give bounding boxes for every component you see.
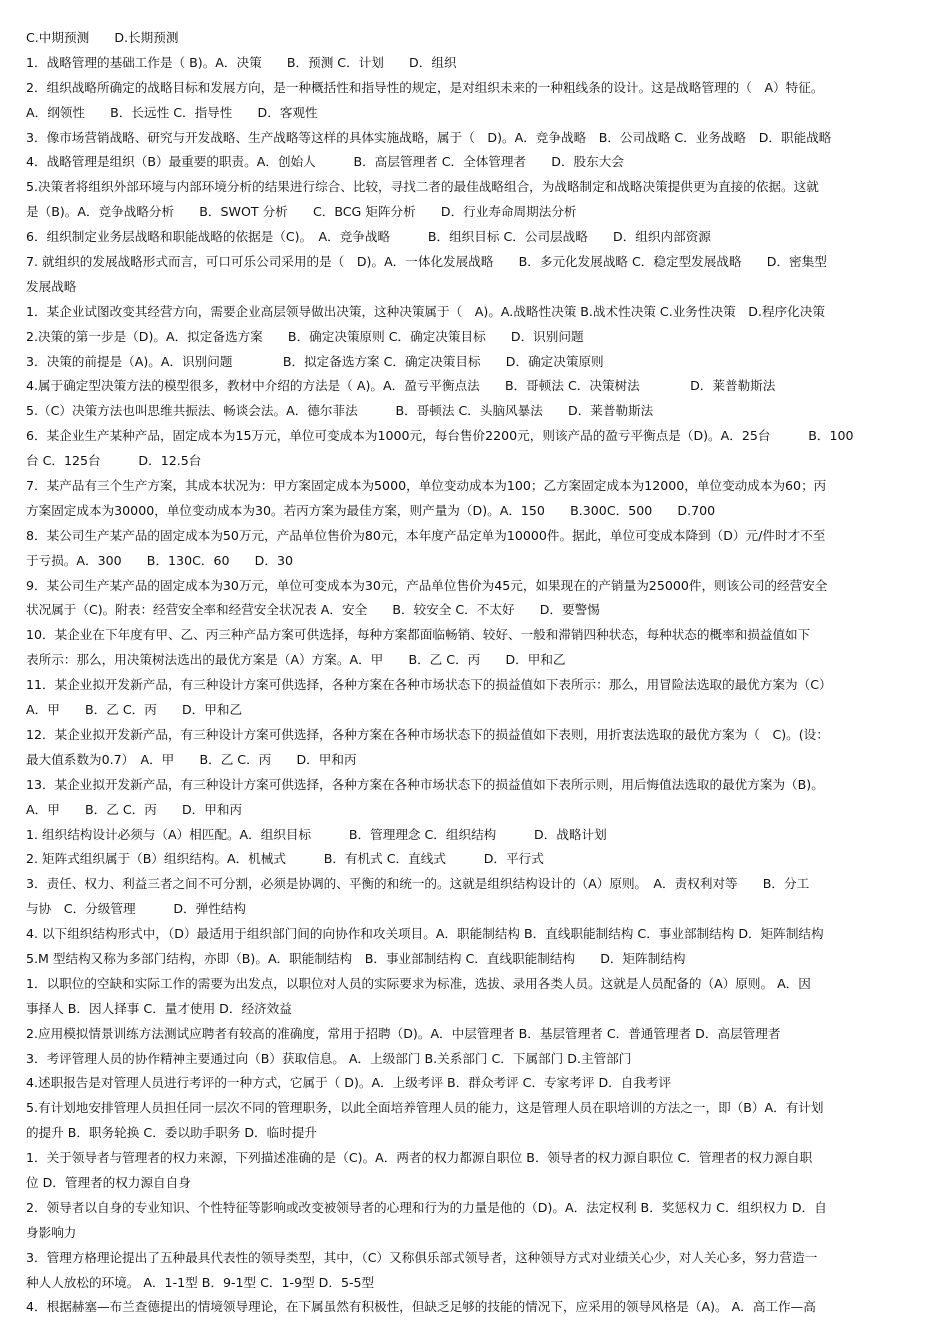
text-line: 1．战略管理的基础工作是（ B)。A．决策 B．预测 C．计划 D．组织 xyxy=(26,54,457,70)
text-line: 12．某企业拟开发新产品，有三种设计方案可供选择，各种方案在各种市场状态下的损益值如下表则，用折衷法选取的最优方案为（ C)。(设： xyxy=(26,726,829,742)
text-line: 发展战略 xyxy=(26,278,77,294)
text-line: 6．某企业生产某种产品，固定成本为15万元，单位可变成本为1000元，每台售价2200元，则该产品的盈亏平衡点是（D)。A．25台 B．100 xyxy=(26,428,854,444)
text-line: 于亏损。A．300 B．130C．60 D．30 xyxy=(26,552,293,568)
text-line: 1．某企业试图改变其经营方向，需要企业高层领导做出决策，这种决策属于（ A)。A.战略性决策 B.战术性决策 C.业务性决策 D.程序化决策 xyxy=(26,303,825,319)
text-line: 3．考评管理人员的协作精神主要通过向（B）获取信息。 A．上级部门 B.关系部门 C．下属部门 D.主管部门 xyxy=(26,1050,632,1066)
text-line: 8．某公司生产某产品的固定成本为50万元，产品单位售价为80元，本年度产品定单为10000件。据此，单位可变成本降到（D）元/件时才不至 xyxy=(26,527,826,543)
text-line: 方案固定成本为30000，单位变动成本为30。若丙方案为最佳方案，则产量为（D)。A．150 B.300C．500 D.700 xyxy=(26,502,716,518)
text-line: 位 D．管理者的权力源自自身 xyxy=(26,1174,191,1190)
text-line: 4．根据赫塞—布兰查德提出的情境领导理论，在下属虽然有积极性，但缺乏足够的技能的情况下，应采用的领导风格是（A)。 A．高工作—高 xyxy=(26,1299,816,1315)
text-line: C.中期预测 D.长期预测 xyxy=(26,30,179,45)
text-line: 3．责任、权力、利益三者之间不可分割，必须是协调的、平衡的和统一的。这就是组织结构设计的（A）原则。 A．责权利对等 B．分工 xyxy=(26,876,810,892)
text-line: 台 C．125台 D．12.5台 xyxy=(26,453,202,469)
text-line: 1. 组织结构设计必须与（A）相匹配。A．组织目标 B．管理理念 C．组织结构 D．战略计划 xyxy=(26,826,607,842)
text-line: 2. 矩阵式组织属于（B）组织结构。A．机械式 B．有机式 C．直线式 D．平行式 xyxy=(26,851,544,867)
text-line: 5.（C）决策方法也叫思维共振法、畅谈会法。A．德尔菲法 B．哥顿法 C．头脑风暴法 D．莱普勒斯法 xyxy=(26,403,654,419)
text-line: 状况属于（C)。附表：经营安全率和经营安全状况表 A．安全 B．较安全 C．不太好 D．要警惕 xyxy=(26,602,600,618)
text-line: 5.M 型结构又称为多部门结构，亦即（B)。A．职能制结构 B．事业部制结构 C．直线职能制结构 D．矩阵制结构 xyxy=(26,950,686,966)
text-line: 4.属于确定型决策方法的模型很多，教材中介绍的方法是（ A)。A．盈亏平衡点法 B．哥顿法 C．决策树法 D．莱普勒斯法 xyxy=(26,378,776,394)
text-line: 2.应用模拟情景训练方法测试应聘者有较高的准确度，常用于招聘（D)。A．中层管理者 B．基层管理者 C．普通管理者 D．高层管理者 xyxy=(26,1025,781,1041)
text-line: 7．某产品有三个生产方案，其成本状况为：甲方案固定成本为5000，单位变动成本为100；乙方案固定成本为12000，单位变动成本为60；丙 xyxy=(26,478,827,494)
text-line: 3．管理方格理论提出了五种最具代表性的领导类型，其中，（C）又称俱乐部式领导者，这种领导方式对业绩关心少，对人关心多，努力营造一 xyxy=(26,1249,818,1265)
text-line: 10．某企业在下年度有甲、乙、丙三种产品方案可供选择，每种方案都面临畅销、较好、一般和滞销四种状态，每种状态的概率和损益值如下 xyxy=(26,627,811,643)
text-line: 4. 以下组织结构形式中，（D）最适用于组织部门间的向协作和攻关项目。A．职能制结构 B．直线职能制结构 C．事业部制结构 D．矩阵制结构 xyxy=(26,926,824,942)
text-line: 身影响力 xyxy=(26,1224,77,1240)
text-line: A．甲 B．乙 C．丙 D．甲和丙 xyxy=(26,801,243,817)
text-line: 6．组织制定业务层战略和职能战略的依据是（C)。 A．竞争战略 B．组织目标 C．公司层战略 D．组织内部资源 xyxy=(26,229,711,245)
text-line: 4.述职报告是对管理人员进行考评的一种方式，它属于（ D)。A．上级考评 B．群众考评 C．专家考评 D．自我考评 xyxy=(26,1075,672,1091)
text-line: 2.决策的第一步是（D)。A．拟定备选方案 B．确定决策原则 C．确定决策目标 D．识别问题 xyxy=(26,328,584,344)
text-line: 2．领导者以自身的专业知识、个性特征等影响或改变被领导者的心理和行为的力量是他的（D)。A．法定权利 B．奖惩权力 C．组织权力 D．自 xyxy=(26,1199,827,1215)
text-line: A．甲 B．乙 C．丙 D．甲和乙 xyxy=(26,702,243,718)
text-line: 是（B)。A．竞争战略分析 B．SWOT 分析 C．BCG 矩阵分析 D．行业寿命周期法分析 xyxy=(26,204,577,220)
text-line: 13．某企业拟开发新产品，有三种设计方案可供选择，各种方案在各种市场状态下的损益值如下表所示则，用后悔值法选取的最优方案为（B)。 xyxy=(26,776,824,792)
text-line: 5.有计划地安排管理人员担任同一层次不同的管理职务，以此全面培养管理人员的能力，这是管理人员在职培训的方法之一，即（B）A．有计划 xyxy=(26,1100,824,1116)
text-line: 最大值系数为0.7） A．甲 B．乙 C．丙 D．甲和丙 xyxy=(26,751,357,767)
text-line: 表所示：那么，用决策树法选出的最优方案是（A）方案。A．甲 B．乙 C．丙 D．甲和乙 xyxy=(26,652,566,668)
text-line: 3．像市场营销战略、研究与开发战略、生产战略等这样的具体实施战略，属于（ D)。A．竞争战略 B．公司战略 C．业务战略 D．职能战略 xyxy=(26,129,832,145)
text-line: 5.决策者将组织外部环境与内部环境分析的结果进行综合、比较，寻找二者的最佳战略组合，为战略制定和战略决策提供更为直接的依据。这就 xyxy=(26,179,819,195)
text-line: 3．决策的前提是（A)。A．识别问题 B．拟定备选方案 C．确定决策目标 D．确定决策原则 xyxy=(26,353,604,369)
text-line: A．纲领性 B．长远性 C．指导性 D．客观性 xyxy=(26,104,318,120)
text-line: 种人人放松的环境。 A．1-1型 B．9-1型 C．1-9型 D．5-5型 xyxy=(26,1274,375,1290)
text-line: 1．关于领导者与管理者的权力来源，下列描述准确的是（C)。A．两者的权力都源自职位 B．领导者的权力源自职位 C．管理者的权力源自职 xyxy=(26,1150,813,1166)
text-line: 9．某公司生产某产品的固定成本为30万元，单位可变成本为30元，产品单位售价为45元，如果现在的产销量为25000件，则该公司的经营安全 xyxy=(26,577,828,593)
text-line: 7. 就组织的发展战略形式而言，可口可乐公司采用的是（ D)。A．一体化发展战略 B．多元化发展战略 C．稳定型发展战略 D．密集型 xyxy=(26,254,827,270)
text-line: 事择人 B．因人择事 C．量才使用 D．经济效益 xyxy=(26,1000,292,1016)
text-line: 与协 C．分级管理 D．弹性结构 xyxy=(26,901,246,917)
text-line: 的提升 B．职务轮换 C．委以助手职务 D．临时提升 xyxy=(26,1125,318,1141)
text-line: 1．以职位的空缺和实际工作的需要为出发点，以职位对人员的实际要求为标准，选拔、录用各类人员。这就是人员配备的（A）原则。 A．因 xyxy=(26,975,811,991)
text-line: 11．某企业拟开发新产品，有三种设计方案可供选择，各种方案在各种市场状态下的损益值如下表所示：那么，用冒险法选取的最优方案为（C） xyxy=(26,677,832,693)
text-line: 4．战略管理是组织（B）最重要的职责。A．创始人 B．高层管理者 C．全体管理者 D．股东大会 xyxy=(26,154,624,170)
text-line: 2．组织战略所确定的战略目标和发展方向，是一种概括性和指导性的规定，是对组织未来的一种粗线条的设计。这是战略管理的（ A）特征。 xyxy=(26,79,824,95)
